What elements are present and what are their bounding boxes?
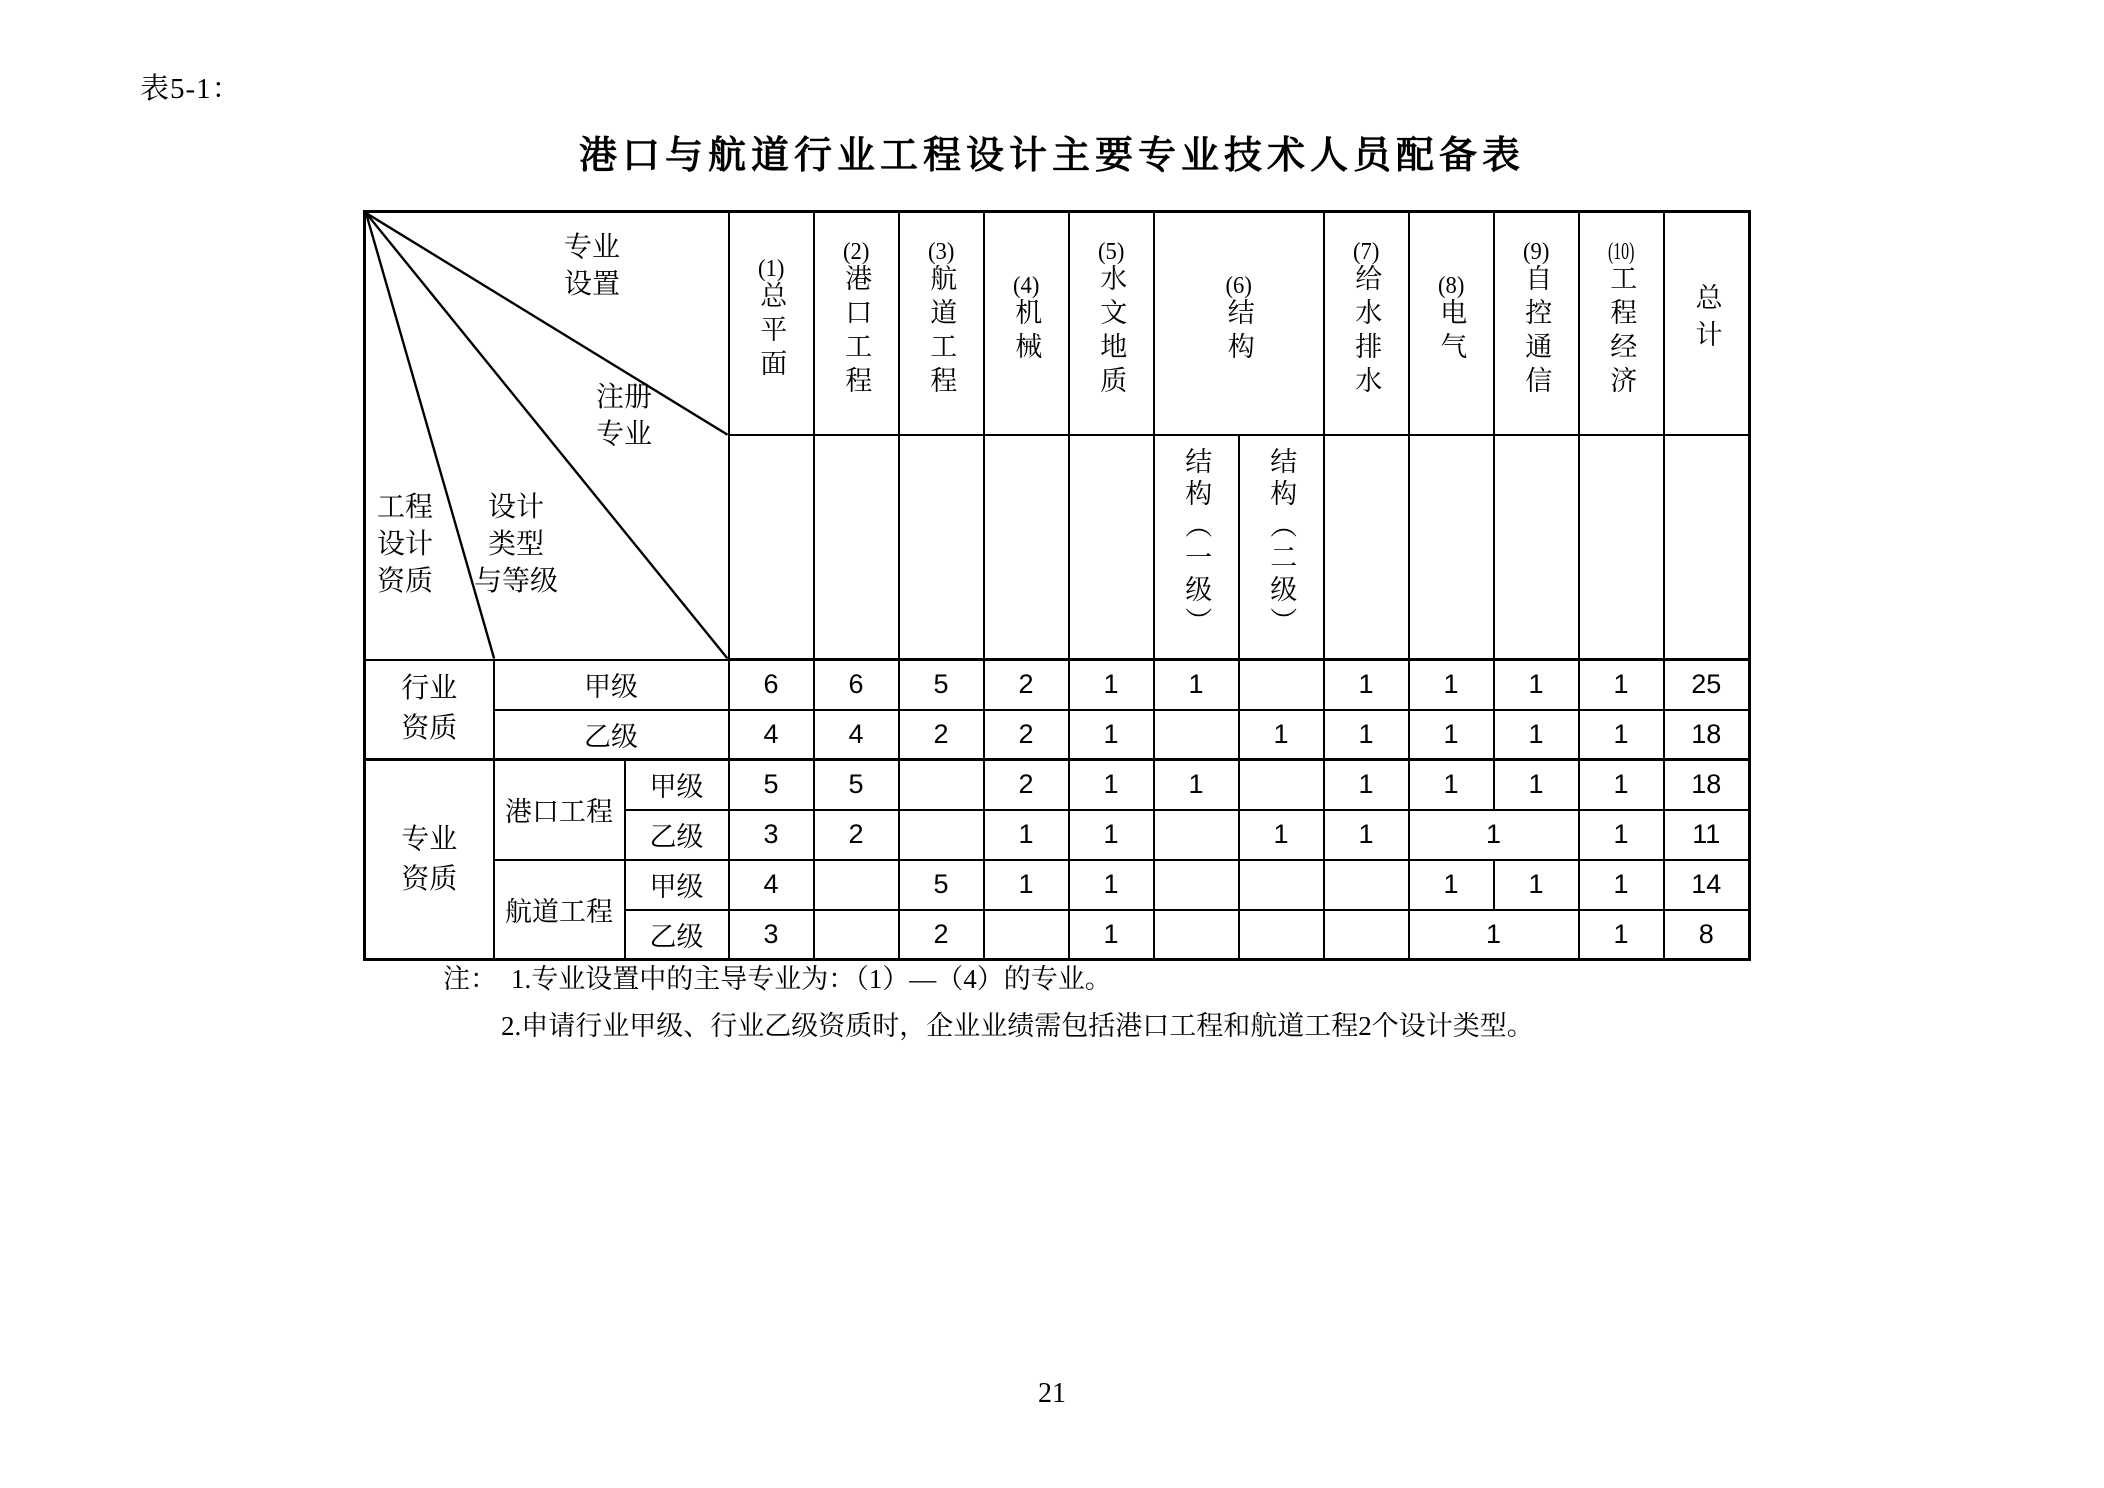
total-cell: 18 <box>1664 710 1750 760</box>
value-cell: 1 <box>1409 660 1494 710</box>
grade-label: 乙级 <box>494 710 729 760</box>
row-group-specialty: 专业资质 <box>365 760 494 960</box>
value-cell <box>1154 810 1239 860</box>
value-cell: 1 <box>1154 760 1239 810</box>
value-cell <box>814 860 899 910</box>
grade-label: 乙级 <box>625 910 729 960</box>
value-cell-merged-electrical-autocontrol: 1 <box>1409 810 1579 860</box>
value-cell: 1 <box>1069 910 1154 960</box>
value-cell <box>1239 760 1324 810</box>
value-cell <box>1239 860 1324 910</box>
value-cell: 3 <box>729 810 814 860</box>
value-cell: 1 <box>1324 810 1409 860</box>
empty-cell <box>1579 435 1664 660</box>
value-cell <box>1154 710 1239 760</box>
value-cell: 1 <box>1494 860 1579 910</box>
value-cell <box>899 810 984 860</box>
page-title: 港口与航道行业工程设计主要专业技术人员配备表 <box>578 135 1525 177</box>
value-cell: 1 <box>1579 860 1664 910</box>
value-cell: 1 <box>1069 860 1154 910</box>
value-cell: 1 <box>1069 810 1154 860</box>
total-cell: 14 <box>1664 860 1750 910</box>
value-cell <box>1324 910 1409 960</box>
value-cell: 1 <box>984 860 1069 910</box>
value-cell: 1 <box>1409 760 1494 810</box>
note-prefix: 注： <box>443 964 497 994</box>
value-cell: 5 <box>729 760 814 810</box>
value-cell-merged-electrical-autocontrol: 1 <box>1409 910 1579 960</box>
value-cell: 1 <box>1154 660 1239 710</box>
col-header-structure-level2: 结构（二级） <box>1239 435 1324 660</box>
col-header-9: (9)自控通信 <box>1494 212 1579 435</box>
empty-cell <box>1409 435 1494 660</box>
value-cell: 2 <box>899 910 984 960</box>
value-cell: 1 <box>1324 710 1409 760</box>
value-cell: 1 <box>1324 660 1409 710</box>
value-cell: 2 <box>984 660 1069 710</box>
grade-label: 甲级 <box>625 760 729 810</box>
value-cell: 1 <box>1239 710 1324 760</box>
total-cell: 25 <box>1664 660 1750 710</box>
value-cell: 1 <box>1239 810 1324 860</box>
value-cell: 3 <box>729 910 814 960</box>
empty-cell <box>984 435 1069 660</box>
col-header-1: (1)总平面 <box>729 212 814 435</box>
col-header-3: (3)航道工程 <box>899 212 984 435</box>
value-cell: 1 <box>1494 660 1579 710</box>
diagonal-header-cell <box>365 212 729 660</box>
value-cell: 6 <box>729 660 814 710</box>
value-cell: 1 <box>1069 760 1154 810</box>
value-cell: 5 <box>899 660 984 710</box>
col-header-8: (8)电气 <box>1409 212 1494 435</box>
value-cell <box>984 910 1069 960</box>
note-text-1: 1.专业设置中的主导专业为：（1）—（4）的专业。 <box>511 964 1112 994</box>
table-number-label: 表5-1： <box>140 73 242 105</box>
col-header-total: 总计 <box>1664 212 1750 435</box>
col-header-6-structure: (6)结构 <box>1154 212 1324 435</box>
empty-cell <box>729 435 814 660</box>
empty-cell <box>1494 435 1579 660</box>
total-cell: 8 <box>1664 910 1750 960</box>
empty-cell <box>814 435 899 660</box>
row-label-port: 港口工程 <box>494 760 625 860</box>
col-header-10: (10)工程经济 <box>1579 212 1664 435</box>
grade-label: 甲级 <box>494 660 729 710</box>
col-header-2: (2)港口工程 <box>814 212 899 435</box>
col-header-5: (5)水文地质 <box>1069 212 1154 435</box>
empty-cell <box>1664 435 1750 660</box>
note-line-1 <box>443 962 1534 996</box>
value-cell: 6 <box>814 660 899 710</box>
value-cell: 1 <box>1579 710 1664 760</box>
corner-label-specialty-setup: 专业 设置 <box>563 232 620 300</box>
grade-label: 甲级 <box>625 860 729 910</box>
value-cell: 5 <box>899 860 984 910</box>
value-cell <box>814 910 899 960</box>
value-cell: 1 <box>1409 860 1494 910</box>
value-cell: 5 <box>814 760 899 810</box>
row-label-waterway: 航道工程 <box>494 860 625 960</box>
page-number: 21 <box>1038 1378 1066 1409</box>
empty-cell <box>1069 435 1154 660</box>
value-cell: 2 <box>899 710 984 760</box>
value-cell: 1 <box>1579 810 1664 860</box>
value-cell <box>1324 860 1409 910</box>
personnel-table <box>363 210 1751 961</box>
col-header-structure-level1: 结构（一级） <box>1154 435 1239 660</box>
value-cell <box>1154 910 1239 960</box>
value-cell: 4 <box>729 710 814 760</box>
value-cell: 1 <box>1579 760 1664 810</box>
empty-cell <box>899 435 984 660</box>
value-cell: 1 <box>1069 660 1154 710</box>
value-cell <box>1239 910 1324 960</box>
value-cell: 2 <box>984 760 1069 810</box>
corner-label-design-type-grade: 设计 类型 与等级 <box>473 492 558 597</box>
value-cell: 2 <box>814 810 899 860</box>
corner-label-eng-design-qualification: 工程 设计 资质 <box>376 492 433 597</box>
value-cell: 1 <box>984 810 1069 860</box>
total-cell: 18 <box>1664 760 1750 810</box>
col-header-4: (4)机械 <box>984 212 1069 435</box>
value-cell: 1 <box>1579 910 1664 960</box>
value-cell: 4 <box>729 860 814 910</box>
grade-label: 乙级 <box>625 810 729 860</box>
value-cell: 1 <box>1494 760 1579 810</box>
value-cell <box>1239 660 1324 710</box>
value-cell: 1 <box>1579 660 1664 710</box>
value-cell: 1 <box>1494 710 1579 760</box>
empty-cell <box>1324 435 1409 660</box>
value-cell: 4 <box>814 710 899 760</box>
col-header-7: (7)给水排水 <box>1324 212 1409 435</box>
value-cell <box>899 760 984 810</box>
value-cell: 1 <box>1324 760 1409 810</box>
notes <box>443 962 1534 1043</box>
value-cell: 1 <box>1069 710 1154 760</box>
total-cell: 11 <box>1664 810 1750 860</box>
note-line-2: 2.申请行业甲级、行业乙级资质时，企业业绩需包括港口工程和航道工程2个设计类型。 <box>501 1011 1534 1041</box>
value-cell <box>1154 860 1239 910</box>
value-cell: 1 <box>1409 710 1494 760</box>
row-group-industry: 行业资质 <box>365 660 494 760</box>
value-cell: 2 <box>984 710 1069 760</box>
corner-label-registered-specialty: 注册 专业 <box>595 382 652 450</box>
